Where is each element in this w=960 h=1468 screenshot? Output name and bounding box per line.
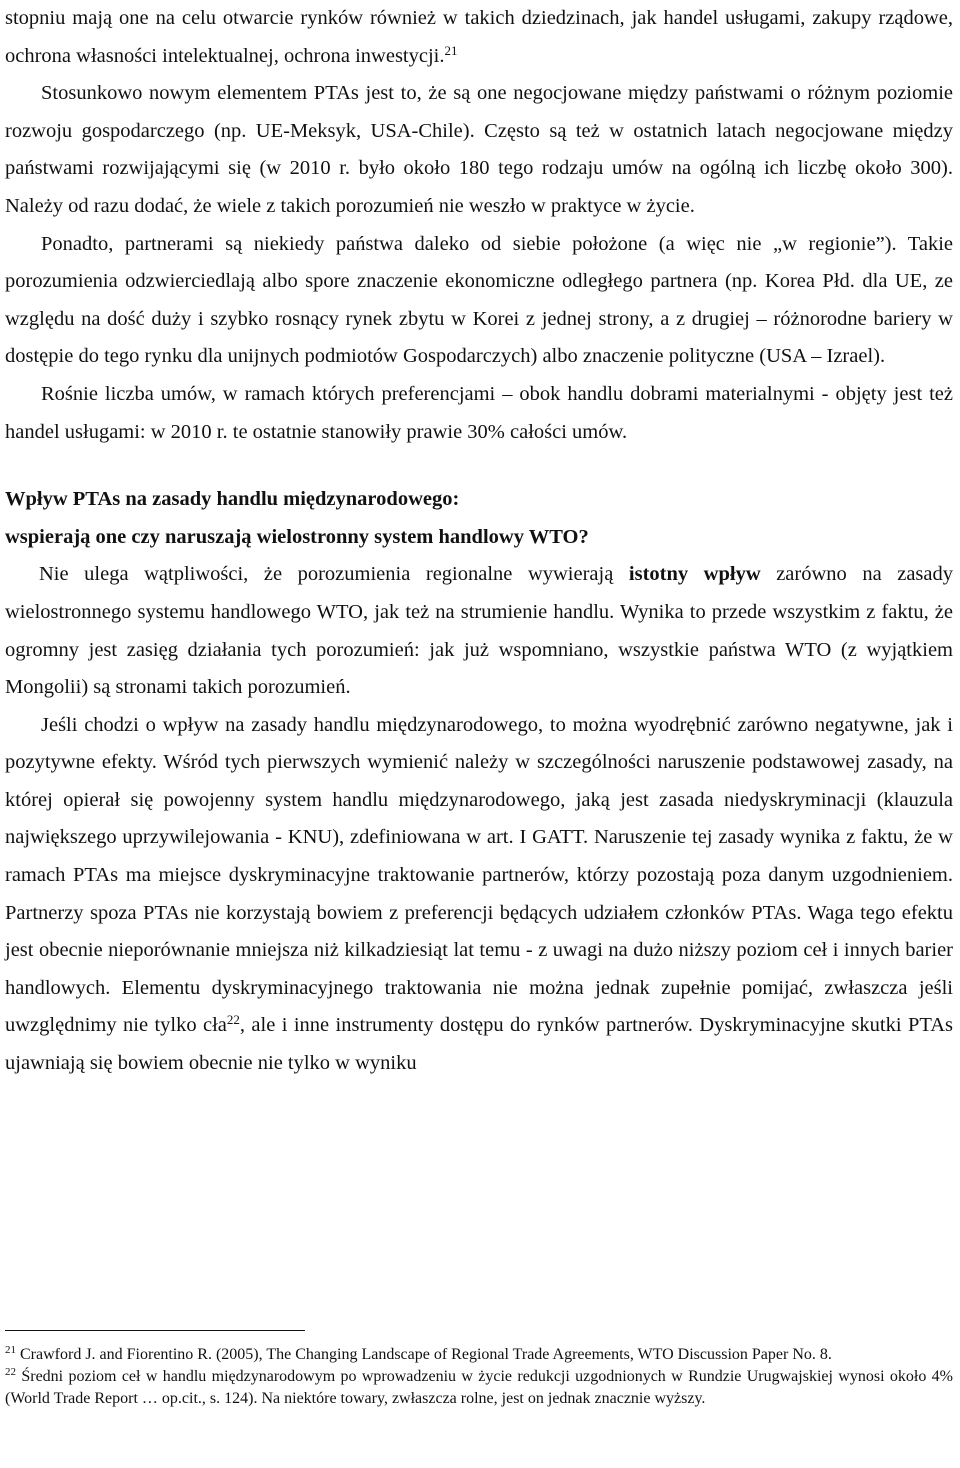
section-heading-line-2: wspierają one czy naruszają wielostronny system handlowy WTO?: [5, 525, 589, 548]
main-text: [5, 0, 953, 1083]
footnote-22: [5, 1366, 953, 1410]
paragraph-text: Jeśli chodzi o wpływ na zasady handlu międzynarodowego, to można wyodrębnić zarówno negatywne, jak i pozytywne efekty. Wśród tych pierwszych wymienić należy w szczególności naruszenie podstawowej zasady, na której opierał się powojenny system handlu międzynarodowego, jaką jest zasada niedyskryminacji (klauzula największego uprzywilejowania - KNU), zdefiniowana w art. I GATT. Naruszenie tej zasady wynika z faktu, że w ramach PTAs ma miejsce dyskryminacyjne traktowanie partnerów, którzy pozostają poza danym uzgodnieniem. Partnerzy spoza PTAs nie korzystają bowiem z preferencji będących udziałem członków PTAs. Waga tego efektu jest obecnie nieporównanie mniejsza niż kilkadziesiąt lat temu - z uwagi na dużo niższy poziom ceł i innych barier handlowych. Elementu dyskryminacyjnego traktowania nie można jednak zupełnie pomijać, zwłaszcza jeśli uwzględnimy nie tylko cła: [5, 713, 953, 1037]
footnote-ref-21[interactable]: 21: [444, 42, 458, 58]
paragraph-text: Ponadto, partnerami są niekiedy państwa daleko od siebie położone (a więc nie „w regionie”). Takie porozumienia odzwierciedlają albo spore znaczenie ekonomiczne odległego partnera (np. Korea Płd. dla UE, ze względu na dość duży i szybko rosnący rynek zbytu w Korei z jednej strony, a z drugiej – różnorodne bariery w dostępie do tego rynku dla unijnych podmiotów Gospodarczych) albo znaczenie polityczne (USA – Izrael).: [5, 232, 953, 368]
footnote-text: Crawford J. and Fiorentino R. (2005), The Changing Landscape of Regional Trade Agreements, WTO Discussion Paper No. 8.: [16, 1346, 832, 1363]
section-heading-line-1: Wpływ PTAs na zasady handlu międzynarodowego:: [5, 488, 460, 511]
section-spacer: [5, 451, 953, 481]
paragraph-top-continuation: [5, 0, 953, 75]
footnote-text: Średni poziom ceł w handlu międzynarodowym po wprowadzeniu w życie redukcji uzgodnionych w Rundzie Urugwajskiej wynosi około 4% (World Trade Report … op.cit., s. 124). Na niektóre towary, zwłaszcza rolne, jest on jednak znacznie wyższy.: [5, 1368, 953, 1407]
paragraph-novel-element: [5, 75, 953, 225]
footnote-number: 21: [5, 1344, 16, 1356]
paragraph-text: Rośnie liczba umów, w ramach których preferencjami – obok handlu dobrami materialnymi - objęty jest też handel usługami: w 2010 r. te ostatnie stanowiły prawie 30% całości umów.: [5, 382, 953, 443]
paragraph-text: stopniu mają one na celu otwarcie rynków również w takich dziedzinach, jak handel usługami, zakupy rządowe, ochrona własności intelektualnej, ochrona inwestycji.: [5, 7, 953, 67]
paragraph-text: Nie ulega wątpliwości, że porozumienia regionalne wywierają: [39, 563, 629, 586]
footnote-21: [5, 1344, 953, 1366]
footnotes: [5, 1344, 953, 1410]
paragraph-text: Stosunkowo nowym elementem PTAs jest to, że są one negocjowane między państwami o różnym poziomie rozwoju gospodarczego (np. UE-Meksyk, USA-Chile). Często są też w ostatnich latach negocjowane między państwami rozwijającymi się (w 2010 r. było około 180 tego rodzaju umów na ogólną ich liczbę około 300). Należy od razu dodać, że wiele z takich porozumień nie weszło w praktyce w życie.: [5, 82, 953, 217]
footnote-number: 22: [5, 1366, 16, 1378]
paragraph-significant-impact: [5, 556, 953, 706]
footnote-divider: [5, 1330, 305, 1331]
footnote-ref-22[interactable]: 22: [226, 1012, 240, 1028]
paragraph-text: , ale i inne instrumenty dostępu do rynków partnerów. Dyskryminacyjne skutki PTAs ujawniają się bowiem obecnie nie tylko w wyniku: [5, 1014, 954, 1075]
paragraph-growth-services: [5, 376, 953, 451]
paragraph-distant-partners: [5, 226, 953, 376]
emphasis-significant-impact: istotny wpływ: [628, 563, 761, 586]
paragraph-text: zarówno na zasady wielostronnego systemu handlowego WTO, jak też na strumienie handlu. Wynika to przede wszystkim z faktu, że ogromny jest zasięg działania tych porozumień: jak już wspomniano, wszystkie państwa WTO (z wyjątkiem Mongolii) są stronami takich porozumień.: [5, 563, 954, 699]
paragraph-effects: [5, 707, 953, 1083]
